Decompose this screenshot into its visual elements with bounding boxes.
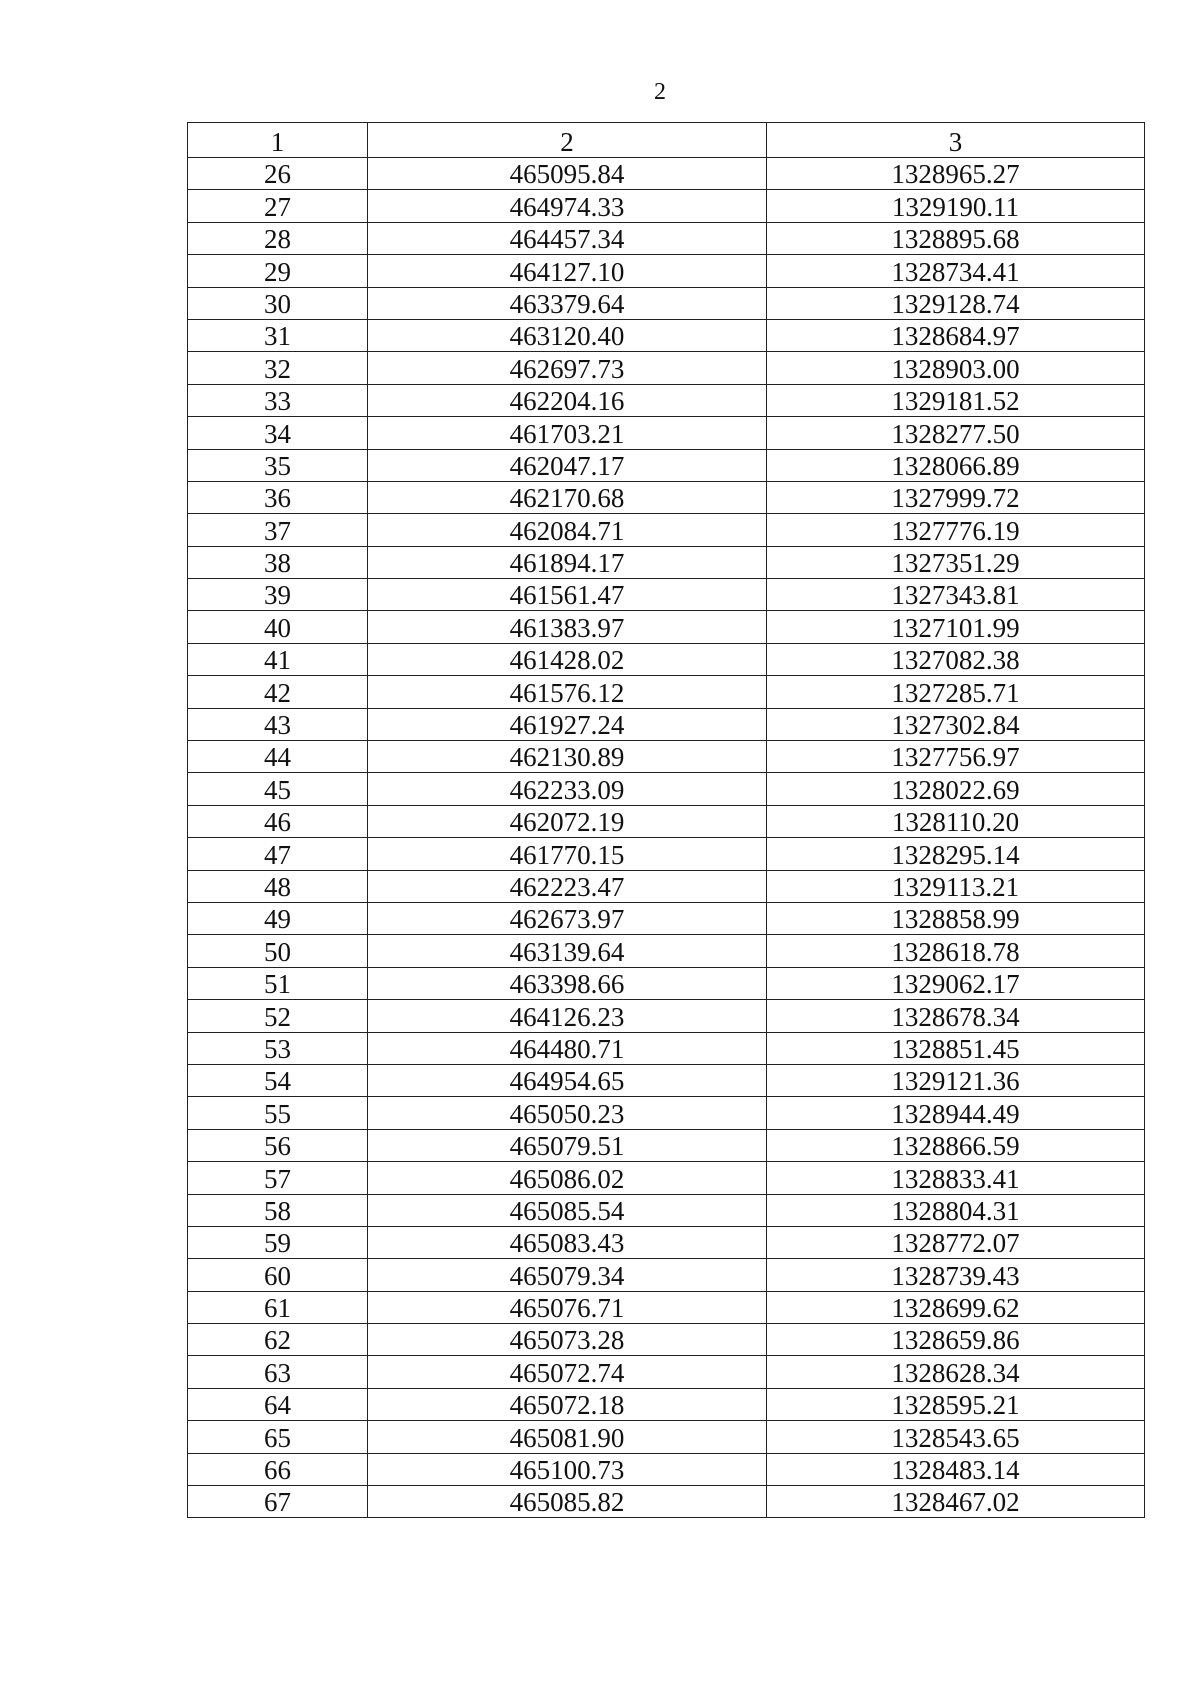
y-coordinate-cell: 1327999.72 (767, 481, 1145, 513)
point-number-cell: 42 (188, 676, 368, 708)
table-row (188, 1097, 1145, 1129)
table-row (188, 255, 1145, 287)
x-coordinate-cell: 461576.12 (368, 676, 767, 708)
point-number-cell: 53 (188, 1032, 368, 1064)
coordinates-table (187, 122, 1145, 1518)
y-coordinate-cell: 1328734.41 (767, 255, 1145, 287)
y-coordinate-cell: 1328866.59 (767, 1129, 1145, 1161)
table-row (188, 741, 1145, 773)
point-number-cell: 44 (188, 741, 368, 773)
point-number-cell: 40 (188, 611, 368, 643)
table-row (188, 643, 1145, 675)
point-number-cell: 37 (188, 514, 368, 546)
x-coordinate-cell: 465079.34 (368, 1259, 767, 1291)
table-row (188, 158, 1145, 190)
point-number-cell: 63 (188, 1356, 368, 1388)
point-number-cell: 28 (188, 222, 368, 254)
point-number-cell: 32 (188, 352, 368, 384)
x-coordinate-cell: 462697.73 (368, 352, 767, 384)
y-coordinate-cell: 1327776.19 (767, 514, 1145, 546)
table-row (188, 611, 1145, 643)
x-coordinate-cell: 465100.73 (368, 1453, 767, 1485)
y-coordinate-cell: 1329121.36 (767, 1064, 1145, 1096)
y-coordinate-cell: 1327101.99 (767, 611, 1145, 643)
point-number-cell: 62 (188, 1324, 368, 1356)
table-row (188, 935, 1145, 967)
table-row (188, 870, 1145, 902)
table-row (188, 1162, 1145, 1194)
point-number-cell: 34 (188, 417, 368, 449)
x-coordinate-cell: 465072.74 (368, 1356, 767, 1388)
point-number-cell: 65 (188, 1421, 368, 1453)
table-row (188, 1421, 1145, 1453)
x-coordinate-cell: 464457.34 (368, 222, 767, 254)
table-row (188, 352, 1145, 384)
table-row (188, 417, 1145, 449)
table-row (188, 287, 1145, 319)
x-coordinate-cell: 462223.47 (368, 870, 767, 902)
y-coordinate-cell: 1328684.97 (767, 319, 1145, 351)
y-coordinate-cell: 1328066.89 (767, 449, 1145, 481)
y-coordinate-cell: 1327302.84 (767, 708, 1145, 740)
column-header-y: 3 (767, 123, 1145, 158)
column-header-point-number: 1 (188, 123, 368, 158)
x-coordinate-cell: 465076.71 (368, 1291, 767, 1323)
point-number-cell: 50 (188, 935, 368, 967)
x-coordinate-cell: 465086.02 (368, 1162, 767, 1194)
y-coordinate-cell: 1328110.20 (767, 805, 1145, 837)
y-coordinate-cell: 1329062.17 (767, 967, 1145, 999)
point-number-cell: 47 (188, 838, 368, 870)
table-row (188, 319, 1145, 351)
x-coordinate-cell: 465085.82 (368, 1486, 767, 1518)
y-coordinate-cell: 1329190.11 (767, 190, 1145, 222)
table-row (188, 1129, 1145, 1161)
x-coordinate-cell: 463398.66 (368, 967, 767, 999)
point-number-cell: 52 (188, 1000, 368, 1032)
y-coordinate-cell: 1328858.99 (767, 902, 1145, 934)
y-coordinate-cell: 1328804.31 (767, 1194, 1145, 1226)
point-number-cell: 59 (188, 1226, 368, 1258)
table-row (188, 449, 1145, 481)
point-number-cell: 57 (188, 1162, 368, 1194)
x-coordinate-cell: 462072.19 (368, 805, 767, 837)
table-row (188, 902, 1145, 934)
column-header-x: 2 (368, 123, 767, 158)
y-coordinate-cell: 1328483.14 (767, 1453, 1145, 1485)
y-coordinate-cell: 1328944.49 (767, 1097, 1145, 1129)
x-coordinate-cell: 462204.16 (368, 384, 767, 416)
x-coordinate-cell: 461770.15 (368, 838, 767, 870)
table-row (188, 1226, 1145, 1258)
point-number-cell: 43 (188, 708, 368, 740)
x-coordinate-cell: 462084.71 (368, 514, 767, 546)
y-coordinate-cell: 1329128.74 (767, 287, 1145, 319)
x-coordinate-cell: 465081.90 (368, 1421, 767, 1453)
y-coordinate-cell: 1328022.69 (767, 773, 1145, 805)
point-number-cell: 46 (188, 805, 368, 837)
x-coordinate-cell: 464127.10 (368, 255, 767, 287)
table-row (188, 1032, 1145, 1064)
y-coordinate-cell: 1327351.29 (767, 546, 1145, 578)
y-coordinate-cell: 1328739.43 (767, 1259, 1145, 1291)
table-row (188, 676, 1145, 708)
y-coordinate-cell: 1327756.97 (767, 741, 1145, 773)
y-coordinate-cell: 1328543.65 (767, 1421, 1145, 1453)
x-coordinate-cell: 465073.28 (368, 1324, 767, 1356)
point-number-cell: 51 (188, 967, 368, 999)
table-row (188, 773, 1145, 805)
point-number-cell: 26 (188, 158, 368, 190)
point-number-cell: 41 (188, 643, 368, 675)
x-coordinate-cell: 465079.51 (368, 1129, 767, 1161)
x-coordinate-cell: 465085.54 (368, 1194, 767, 1226)
y-coordinate-cell: 1328277.50 (767, 417, 1145, 449)
x-coordinate-cell: 461703.21 (368, 417, 767, 449)
table-row (188, 1064, 1145, 1096)
point-number-cell: 64 (188, 1388, 368, 1420)
y-coordinate-cell: 1328772.07 (767, 1226, 1145, 1258)
y-coordinate-cell: 1328699.62 (767, 1291, 1145, 1323)
x-coordinate-cell: 462673.97 (368, 902, 767, 934)
table-row (188, 1486, 1145, 1518)
table-row (188, 1453, 1145, 1485)
x-coordinate-cell: 464974.33 (368, 190, 767, 222)
x-coordinate-cell: 462170.68 (368, 481, 767, 513)
table-row (188, 805, 1145, 837)
y-coordinate-cell: 1328678.34 (767, 1000, 1145, 1032)
table-row (188, 838, 1145, 870)
x-coordinate-cell: 465095.84 (368, 158, 767, 190)
x-coordinate-cell: 464480.71 (368, 1032, 767, 1064)
table-row (188, 384, 1145, 416)
point-number-cell: 67 (188, 1486, 368, 1518)
x-coordinate-cell: 461561.47 (368, 579, 767, 611)
point-number-cell: 61 (188, 1291, 368, 1323)
page-number: 2 (654, 79, 666, 105)
x-coordinate-cell: 464126.23 (368, 1000, 767, 1032)
table-row (188, 579, 1145, 611)
point-number-cell: 48 (188, 870, 368, 902)
y-coordinate-cell: 1328595.21 (767, 1388, 1145, 1420)
point-number-cell: 33 (188, 384, 368, 416)
x-coordinate-cell: 461428.02 (368, 643, 767, 675)
point-number-cell: 31 (188, 319, 368, 351)
x-coordinate-cell: 461927.24 (368, 708, 767, 740)
x-coordinate-cell: 465083.43 (368, 1226, 767, 1258)
table-row (188, 1356, 1145, 1388)
y-coordinate-cell: 1328833.41 (767, 1162, 1145, 1194)
point-number-cell: 49 (188, 902, 368, 934)
table-row (188, 1324, 1145, 1356)
table-body (188, 158, 1145, 1518)
point-number-cell: 45 (188, 773, 368, 805)
point-number-cell: 38 (188, 546, 368, 578)
y-coordinate-cell: 1329181.52 (767, 384, 1145, 416)
x-coordinate-cell: 462047.17 (368, 449, 767, 481)
table-row (188, 481, 1145, 513)
x-coordinate-cell: 461894.17 (368, 546, 767, 578)
point-number-cell: 58 (188, 1194, 368, 1226)
y-coordinate-cell: 1328618.78 (767, 935, 1145, 967)
table-row (188, 1291, 1145, 1323)
x-coordinate-cell: 465072.18 (368, 1388, 767, 1420)
x-coordinate-cell: 463120.40 (368, 319, 767, 351)
y-coordinate-cell: 1327343.81 (767, 579, 1145, 611)
table-row (188, 1388, 1145, 1420)
x-coordinate-cell: 461383.97 (368, 611, 767, 643)
y-coordinate-cell: 1328295.14 (767, 838, 1145, 870)
x-coordinate-cell: 463139.64 (368, 935, 767, 967)
point-number-cell: 29 (188, 255, 368, 287)
table-row (188, 1259, 1145, 1291)
y-coordinate-cell: 1328903.00 (767, 352, 1145, 384)
point-number-cell: 27 (188, 190, 368, 222)
x-coordinate-cell: 465050.23 (368, 1097, 767, 1129)
point-number-cell: 66 (188, 1453, 368, 1485)
table-row (188, 1000, 1145, 1032)
y-coordinate-cell: 1329113.21 (767, 870, 1145, 902)
x-coordinate-cell: 462130.89 (368, 741, 767, 773)
point-number-cell: 55 (188, 1097, 368, 1129)
table-header-row (188, 123, 1145, 158)
point-number-cell: 54 (188, 1064, 368, 1096)
x-coordinate-cell: 462233.09 (368, 773, 767, 805)
table-row (188, 1194, 1145, 1226)
table-row (188, 514, 1145, 546)
point-number-cell: 56 (188, 1129, 368, 1161)
table-row (188, 222, 1145, 254)
y-coordinate-cell: 1328895.68 (767, 222, 1145, 254)
point-number-cell: 36 (188, 481, 368, 513)
y-coordinate-cell: 1328851.45 (767, 1032, 1145, 1064)
point-number-cell: 35 (188, 449, 368, 481)
y-coordinate-cell: 1328628.34 (767, 1356, 1145, 1388)
table-row (188, 190, 1145, 222)
point-number-cell: 39 (188, 579, 368, 611)
point-number-cell: 30 (188, 287, 368, 319)
table-row (188, 967, 1145, 999)
y-coordinate-cell: 1328467.02 (767, 1486, 1145, 1518)
x-coordinate-cell: 464954.65 (368, 1064, 767, 1096)
y-coordinate-cell: 1328659.86 (767, 1324, 1145, 1356)
y-coordinate-cell: 1327082.38 (767, 643, 1145, 675)
x-coordinate-cell: 463379.64 (368, 287, 767, 319)
y-coordinate-cell: 1328965.27 (767, 158, 1145, 190)
y-coordinate-cell: 1327285.71 (767, 676, 1145, 708)
table-row (188, 708, 1145, 740)
table-row (188, 546, 1145, 578)
point-number-cell: 60 (188, 1259, 368, 1291)
